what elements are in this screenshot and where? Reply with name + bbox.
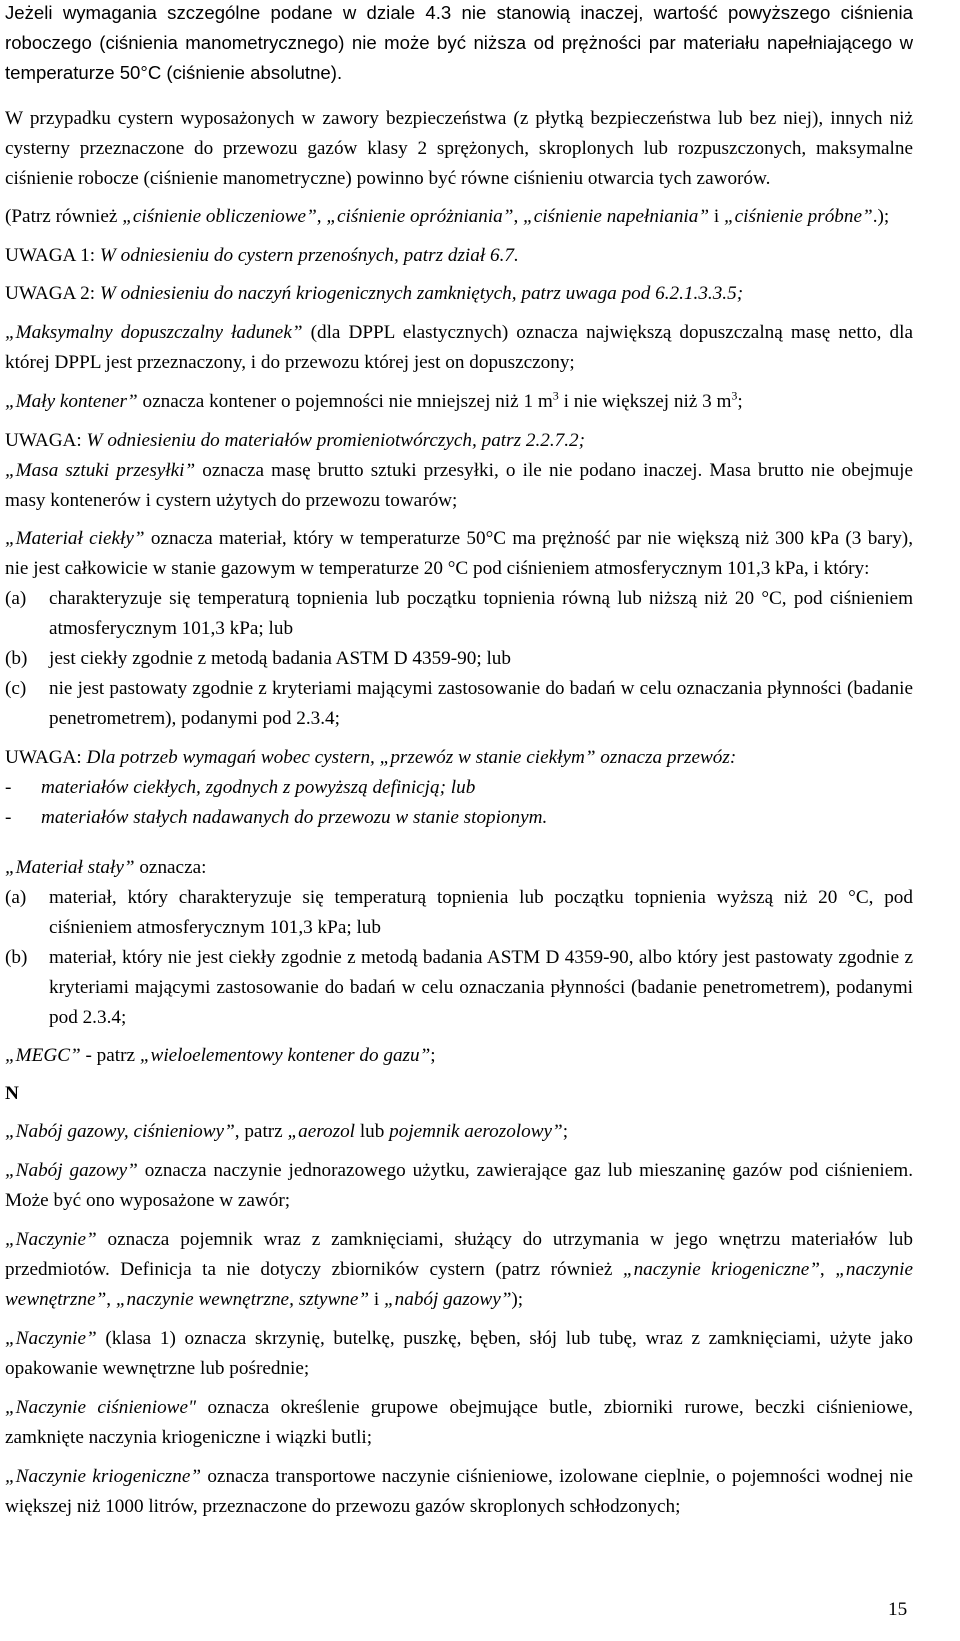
page-number: 15 [888,1599,908,1620]
definition-text: oznacza kontener o pojemności nie mniejszej niż 1 m [137,391,553,412]
solid-criteria-list [5,883,913,1033]
list-text: jest ciekły zgodnie z metodą badania ASTM D 4359-90; lub [49,648,511,669]
term-reference: „ciśnienie napełniania” [523,206,710,227]
definition-text: ); [511,1289,524,1310]
definition-gas-cartridge-pressure [5,1117,913,1147]
term-reference: pojemnik aerozolowy” [389,1121,563,1142]
term-reference: „aerozol [287,1121,356,1142]
definition-term: „Naczynie” [5,1229,97,1250]
definition-text: ; [562,1121,569,1142]
note-text: W odniesieniu do cystern przenośnych, patrz dział 6.7. [95,245,519,266]
list-item [5,803,913,833]
paragraph-working-pressure: Jeżeli wymagania szczególne podane w dziale 4.3 nie stanowią inaczej, wartość powyższego ciśnienia roboczego (ciśnienia manometrycznego) nie może być niższa od prężności par materiału napełniającego w temperaturze 50°C (ciśnienie absolutne). [5,2,913,83]
definition-term: „Naczynie” [5,1328,97,1349]
note-3 [5,426,913,456]
note-label: UWAGA 2: [5,283,96,304]
note-label: UWAGA: [5,747,82,768]
text-fragment: i [709,206,724,227]
definition-text: , [819,1259,836,1280]
note-text: W odniesieniu do naczyń kriogenicznych zamkniętych, patrz uwaga pod 6.2.1.3.3.5; [95,283,744,304]
paragraph-safety-valves: W przypadku cystern wyposażonych w zawory bezpieczeństwa (z płytką bezpieczeństwa lub bez niej), innych niż cysterny przeznaczone do przewozu gazów klasy 2 sprężonych, skroplonych lub rozpuszczonych, maksymalne ciśnienie robocze (ciśnienie manometryczne) powinno być równe ciśnieniu otwarcia tych zaworów. [5,108,913,189]
definition-liquid [5,524,913,584]
definition-term: „Nabój gazowy” [5,1160,138,1181]
list-item [5,943,913,1033]
list-marker: (b) [5,648,28,669]
note-1 [5,241,913,271]
list-marker: (a) [5,588,27,609]
paragraph-see-also [5,202,913,232]
definition-text: - patrz [80,1045,140,1066]
definition-term: „Naczynie kriogeniczne” [5,1466,202,1487]
definition-term: „Nabój gazowy, ciśnieniowy” [5,1121,235,1142]
list-text: materiał, który nie jest ciekły zgodnie z metodą badania ASTM D 4359-90, albo który jest pastowaty zgodnie z kryteriami mającymi zastosowanie do badań w celu oznaczania płynności (badanie penetrometrem), podanymi pod 2.3.4; [49,947,913,1028]
liquid-transport-list [5,773,913,833]
definition-term: „Masa sztuki przesyłki” [5,460,196,481]
definition-text: oznacza naczynie jednorazowego użytku, zawierające gaz lub mieszaninę gazów pod ciśnieniem. Może być ono wyposażone w zawór; [5,1160,913,1211]
definition-text: (klasa 1) oznacza skrzynię, butelkę, puszkę, bęben, słój lub tubę, wraz z zamknięciami, użyte jako opakowanie wewnętrzne lub pośrednie; [5,1328,913,1379]
definition-receptacle [5,1225,913,1315]
definition-text: oznacza transportowe naczynie ciśnieniowe, izolowane cieplnie, o pojemności wodnej nie większej niż 1000 litrów, przeznaczone do przewozu gazów skroplonych schłodzonych; [5,1466,914,1517]
term-reference: „naczynie wewnętrzne, sztywne” [115,1289,370,1310]
definition-text: , patrz [234,1121,288,1142]
definition-text: oznacza: [134,857,207,878]
term-reference: „naczynie wewnętrzne” [5,1259,913,1310]
text-fragment: , [513,206,524,227]
note-text: Dla potrzeb wymagań wobec cystern, „przewóz w stanie ciekłym” oznacza przewóz: [81,747,737,768]
definition-term: „Materiał ciekły” [5,528,145,549]
superscript: 3 [731,388,738,403]
text-fragment: .); [872,206,890,227]
list-marker: (a) [5,887,27,908]
definition-text: oznacza materiał, który w temperaturze 50°C ma prężność par nie większą niż 300 kPa (3 bary), nie jest całkowicie w stanie gazowym w temperaturze 20 °C pod ciśnieniem atmosferycznym 101,3 kPa, i który: [5,528,913,579]
definition-text: i [369,1289,384,1310]
definition-text: oznacza masę brutto sztuki przesyłki, o ile nie podano inaczej. Masa brutto nie obejmuje masy kontenerów i cystern użytych do przewozu towarów; [5,460,913,511]
definition-text: , [106,1289,116,1310]
term-reference: „ciśnienie obliczeniowe” [122,206,317,227]
definition-receptacle-class1 [5,1324,913,1384]
definition-term: „Maksymalny dopuszczalny ładunek” [5,322,303,343]
term-reference: „wieloelementowy kontener do gazu” [139,1045,431,1066]
list-text: materiałów ciekłych, zgodnych z powyższą definicją; lub [41,777,476,798]
text-fragment: , [316,206,327,227]
term-reference: „naczynie kriogeniczne” [622,1259,820,1280]
section-letter-heading: N [5,1083,19,1104]
liquid-criteria-list [5,584,913,734]
note-label: UWAGA 1: [5,245,96,266]
definition-solid [5,853,913,883]
definition-text: i nie większej niż 3 m [558,391,732,412]
definition-text: (dla DPPL elastycznych) oznacza największą dopuszczalną masę netto, dla której DPPL jest przeznaczony, i do przewozu której jest on dopuszczony; [5,322,913,373]
document-page [5,0,913,1522]
list-item [5,584,913,644]
list-text: materiałów stałych nadawanych do przewozu w stanie stopionym. [41,807,548,828]
note-label: UWAGA: [5,430,82,451]
definition-text: oznacza określenie grupowe obejmujące butle, zbiorniki rurowe, beczki ciśnieniowe, zamknięte naczynia kriogeniczne i wiązki butli; [5,1397,913,1448]
definition-pressure-receptacle [5,1393,913,1453]
list-text: nie jest pastowaty zgodnie z kryteriami mającymi zastosowanie do badań w celu oznaczania płynności (badanie penetrometrem), podanymi pod 2.3.4; [49,678,913,729]
note-4 [5,743,913,773]
definition-term: „Mały kontener” [5,391,138,412]
note-text: W odniesieniu do materiałów promieniotwórczych, patrz 2.2.7.2; [81,430,586,451]
definition-text: oznacza pojemnik wraz z zamknięciami, służący do utrzymania w jego wnętrzu materiałów lub przedmiotów. Definicja ta nie dotyczy zbiorników cystern (patrz również [5,1229,913,1280]
list-item [5,883,913,943]
definition-term: „MEGC” [5,1045,81,1066]
list-item [5,773,913,803]
definition-term: „Materiał stały” [5,857,135,878]
list-text: charakteryzuje się temperaturą topnienia lub początku topnienia równą lub niższą niż 20 °C, pod ciśnieniem atmosferycznym 101,3 kPa; lub [49,588,913,639]
term-reference: „ciśnienie opróżniania” [326,206,514,227]
definition-gas-cartridge [5,1156,913,1216]
definition-term: „Naczynie ciśnieniowe" [5,1397,197,1418]
list-marker: - [5,807,12,828]
definition-text: ; [430,1045,436,1066]
definition-text: lub [355,1121,390,1142]
note-2 [5,279,913,309]
list-text: materiał, który charakteryzuje się temperaturą topnienia lub początku topnienia wyższą niż 20 °C, pod ciśnieniem atmosferycznym 101,3 kPa; lub [49,887,913,938]
term-reference: „ciśnienie próbne” [723,206,873,227]
list-item [5,674,913,734]
definition-cryogenic-receptacle [5,1462,913,1522]
definition-max-load [5,318,913,378]
list-marker: - [5,777,12,798]
text-fragment: (Patrz również [5,206,123,227]
definition-small-container [5,387,913,417]
definition-text: ; [737,391,743,412]
definition-package-mass [5,456,913,516]
definition-megc [5,1041,913,1071]
term-reference: „nabój gazowy” [383,1289,512,1310]
superscript: 3 [552,388,559,403]
list-marker: (c) [5,678,27,699]
list-item [5,644,913,674]
list-marker: (b) [5,947,28,968]
